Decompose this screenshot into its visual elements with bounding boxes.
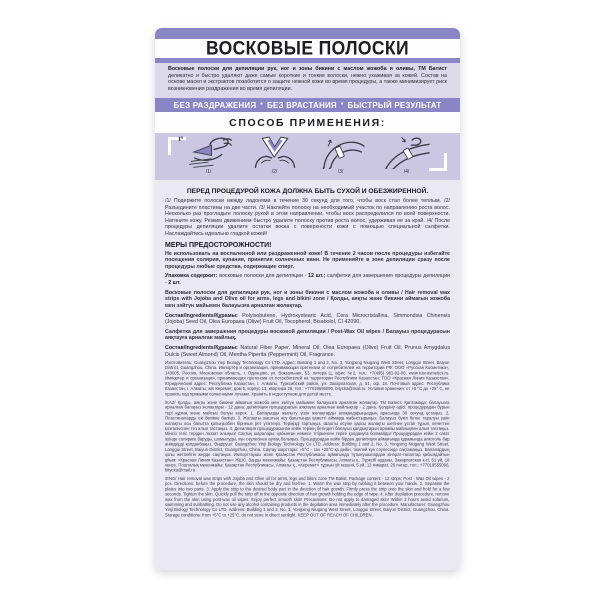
precautions-text: Не использовать на воспаленной или раздраженной коже! В течение 2 часов после процедуры избегайте посещения солярия, купания, принятия солнечных ванн. Не применяйте в зоне депиляции сразу после процедуры любые средства, содержащие спирт. (165, 250, 450, 270)
fine-print-english: /ENG/ Hair removal wax strips with Jojoba and Olive oil for arms, legs and bikini zone TM Batist. Package content - 12 strips; Post - Wax Oil wipes - 2 pcs. Directions: before the procedure, the skin should be dry and fat-free. 1. Warm the wax strip by rubbing it between your hands. 2. Separate the plates into two parts. 3. Apply the strip to the desired body part in the direction of hair growth. Firmly press the strip onto the skin and hold for a few seconds. Tighten the skin. Quickly pull the strip off in the opposite direction of hair growth holding the edge of wipe. 4. After depilation procedure, remove wax from the skin using post-wax oil wipes. Enjoy perfect smooth skin! Precautions: Do not apply to damaged skin! Within 2 hours avoid solarium, swimming and sunbathing. Do not use any alcohol containing products in the depilation area immediately after the procedure. Manufacturer: Guangzhou Yinji Biology Technology Co LTD. Address: Building 1 and 2, No. 3, Yongxing Niugang West Street, Longgui Street, Baiyun District, Guangzhou, China. Storage conditions: from +5°C to +25°C, do not store in direct sunlight. KEEP OUT OF REACH OF CHILDREN. (165, 477, 450, 518)
feature-badges-band (155, 98, 460, 112)
package-contents (165, 273, 450, 286)
badge-separator: • (260, 101, 263, 108)
pre-procedure-heading: ПЕРЕД ПРОЦЕДУРОЙ КОЖА ДОЛЖНА БЫТЬ СУХОЙ И ОБЕЗЖИРЕННОЙ. (186, 188, 429, 195)
product-title: ВОСКОВЫЕ ПОЛОСКИ (206, 36, 409, 60)
badge-no-ingrown: БЕЗ ВРАСТАНИЯ (266, 100, 337, 110)
product-description (155, 63, 460, 98)
badge-separator: • (340, 101, 344, 108)
usage-illustrations (155, 133, 460, 180)
strips-ingredients (165, 313, 450, 326)
product-description-lead: Восковые полоски для депиляции рук, ног и зоны бикини с маслом жожоба и оливы, ТМ Батист (168, 66, 447, 72)
package-contents-qty2: 2 шт. (168, 280, 181, 287)
usage-step-2 (243, 135, 307, 180)
ingredients-label: Состав/Ingredients/Құрамы: (165, 344, 238, 351)
step-label: /1/ (205, 169, 212, 175)
ingredients-list: Polyisobutene, Hydroxystearic Acid, Cera Microcristallina, Simmondsia Chinensis (Jojoba) Seed Oil, Olea Europaea (Olive) Fruit Oil, Tocopherol, Bisabolol, CI 42090. (165, 312, 450, 326)
usage-step-1 (177, 135, 241, 180)
fine-print-section (165, 361, 450, 549)
fine-print-kazakh: /KAZ/ Қолды, аяқты және бикини аймағын жожоба мен зәйтүн майымен балауызға арналған жолақтар ТМ Батист. Қаптамада: балауызға арналған балауыз жолақтары - 12 дана; депиляция процедурасын аяқтауға арналған майлықтар - 2 дана. Қолдану әдісі: процедурадан бұрын тері құрғақ және майсыз болуы керек. 1. Балауызды жылыту үшін жолақтарды алақандарыңыздың арасында 30 секунд ұстаңыз. 2. Пластиналарды екі бөлікке бөліңіз. 3. Жолақты шаштың өсу бағытында қажетті аймаққа жабыстырыңыз. Балауыз бүкіл бетке таралуы үшін жолақты осы бағытта қолыңызбен бірнеше рет үтіктеңіз. Теріңізді тартыңыз. Шашты өсуіне қарсы жолақты шетінен ұстап тұрып, кенеттен қозғалыспен тез алып тастаңыз. 4. Депиляция процедурасынан кейін терінің бетіндегі балауыз қалдықтарын арнайы майлықпен алып тастаңыз. Мінсіз тегіс теріден ләззат алыңыз! Сақтық шаралары: қабынған немесе тітіркенген теріге қолдануға болмайды! Процедурадан кейін 2 сағат ішінде соляриге баруды, шомылуды, күн сәулесінен аулақ болыңыз. Процедурадан кейін бірден депиляция аймағында құрамында алкоголь бар өнімдерді қолданбаңыз. Өндіруші: Guangzhou Yinji Biology Technology Co LTD. Address: Building 1 and 2, No. 3, Yongxing Niugang West Street, Longgui Street, Baiyun District, Guangzhou, China. Сақтау шарттары: +5°С - тан +25°С-қа дейін, тікелей күн сәулесінде сақтамаңыз. Балалардың қолы жетпейтін жерде сақтаңыз. Импорттаушы және Қазақстан Республикасы аумағында тұтынушылардан кінәрат-талаптар қабылдайтын ұйым: «Красная Линия Казахстан» ЖШС. Заңды мекенжайы: Қазақстан Республикасы, Алматы қ., Түрксіб ауданы, Закарпатская к-сі, 51 үй, 18 кеңсе. Пошталық мекенжайы: Қазақстан Республикасы, Алматы қ., «Керемет» тұрғын үй кешені, 5 үй, 13 ғимарат, 26 пәтер, тел.: +77019555090, bitycka@mail.ru (165, 400, 450, 474)
usage-instructions-text: /1/ Подержите полоски между ладонями в течение 30 секунд для того, чтобы воск стал более теплым. /2/ Разъедините пластины на две части. /3/ Наклейте полоску на необходимый участок по направлению роста волос. Несколько раз прогладьте полоску рукой в этом направлении, чтобы воск распределился по всей поверхности. Натяните кожу. Резким движением быстро удалите полоску против роста волос, удерживая ее за край. /4/ После процедуры депиляции удалите остатки воска с поверхности кожи с помощью специальной салфетки. Наслаждайтесь идеально гладкой кожей! (165, 198, 450, 238)
separate-strip-illustration (246, 135, 304, 169)
step-label: /3/ (337, 169, 344, 175)
apply-strip-on-leg-illustration (312, 135, 370, 169)
wipes-trilingual-name: Салфетка для завершения процедуры восковой депиляции / Post-Wax Oil wipes / Балауыз процедурасын аяқтауға арналған майлық. (165, 328, 450, 342)
package-contents-item1: восковые полоски для депиляции - (217, 273, 309, 280)
package-body-text (155, 180, 460, 549)
title-band (155, 36, 460, 60)
package-contents-item2: салфетки для завершения процедуры депиляции - (165, 273, 450, 287)
ingredients-label: Состав/Ingredients/Құрамы: (165, 312, 238, 319)
usage-section-title: СПОСОБ ПРИМЕНЕНИЯ: (229, 116, 386, 129)
precautions-heading: МЕРЫ ПРЕДОСТОРОЖНОСТИ! (165, 241, 272, 249)
temperature-symbol: t° (178, 136, 184, 143)
remove-strip-from-leg-illustration (378, 135, 436, 169)
package-contents-qty1: 12 шт.; (308, 273, 326, 280)
usage-title-band (155, 112, 460, 133)
badge-fast-result: БЫСТРЫЙ РЕЗУЛЬТАТ (347, 100, 442, 110)
wipes-ingredients (165, 345, 450, 358)
product-description-rest: деликатно и быстро удаляют даже самые короткие и тонкие волоски, нежно ухаживая за кожей. Состав на основе масел и экстрактов позаботится о защите нежной кожи во время процедуры, а также минимизирует риск возникновения раздражения во время депиляции. (168, 72, 447, 92)
badge-no-irritation: БЕЗ РАЗДРАЖЕНИЯ (173, 100, 257, 110)
step-label: /2/ (271, 169, 278, 175)
strips-trilingual-name: Восковые полоски для депиляции рук, ног и зоны бикини с маслом жожоба и оливы / Hair removal wax strips with Jojoba and Olive oil for arms, legs and bikini zone / Қолды, аяқты және бикини аймағын жожоба мен зәйтүн майымен балауызға арналған жолақтар. (165, 289, 450, 309)
wax-strips-package-back-label (155, 28, 460, 570)
fine-print-scaled (165, 361, 449, 519)
ingredients-list: Natural Fiber Paper, Mineral Oil, Olea Europaea (Olive) Fruit Oil, Prunus Amygdalus Dulcis (Sweet Almond) Oil, Mentha Piperita (Peppermint) Oil, Fragrance. (165, 344, 450, 358)
warm-strip-in-hands-illustration (180, 135, 238, 169)
usage-step-4 (375, 135, 439, 180)
step-label: /4/ (403, 169, 410, 175)
usage-step-3 (309, 135, 373, 180)
package-contents-label: Упаковка содержит: (165, 273, 218, 280)
fine-print-russian: Изготовитель: Guangzhou Yinji Biology Technology Co LTD. Адрес: Building 1 and 2, No. 3, Yongxing Niugang West Street, Longgui Street, Baiyun District, Guangzhou, China. Импортёр и организация, принимающая претензии от потребителей на территории РФ: ООО «Русская Косметика», 143005, Россия, Московская область, г. Одинцово, ул. Вокзальная, 53, литера Ц, офис №2, тел.: +7(495) 981-92-00, www.ruscosmetics.ru. Импортер и организация, принимающая претензии от потребителей на территории Республики Казахстан: ТОО «Красная Линия Казахстан». Юридический адрес: Республика Казахстан, г. Алматы, Турксибский район, ул. Закарпатская, д. 51, оф. 18. Почтовый адрес: Республика Казахстан, г. Алматы, ж/к Керемет, дом 5, корпус 13, квартира 26, тел.: +77019555090, bitycka@mail.ru. Условия хранения: от +5 °С до +25° С, не хранить под прямыми солнечными лучами. Хранить в недоступном для детей месте. (165, 361, 450, 397)
